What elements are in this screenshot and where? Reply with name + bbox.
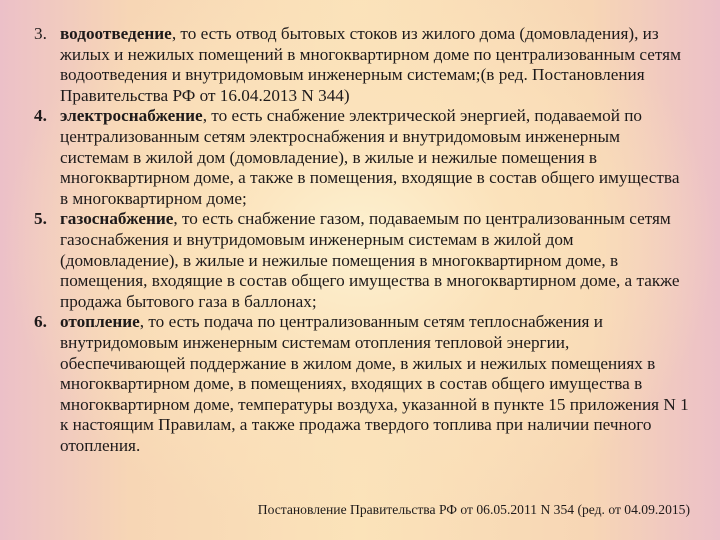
item-text: , то есть отвод бытовых стоков из жилого дома (домовладения), из жилых и нежилых помещений в многоквартирном доме по централизованным сетям водоотведения и внутридомовым инженерным системам;(в ред. Постановления Правительства РФ от 16.04.2013 N 344) [60, 24, 681, 105]
list-item-3 [0, 24, 720, 106]
definitions-list [0, 24, 720, 456]
item-number: 4. [34, 106, 47, 126]
source-citation: Постановление Правительства РФ от 06.05.2011 N 354 (ред. от 04.09.2015) [257, 502, 690, 517]
list-item-6 [0, 312, 720, 456]
item-term: газоснабжение [60, 209, 174, 229]
item-term: отопление [60, 312, 140, 332]
list-item-5 [0, 209, 720, 312]
item-number: 3. [34, 24, 47, 43]
item-term: электроснабжение [60, 106, 203, 126]
item-term: водоотведение [60, 24, 172, 43]
item-number: 5. [34, 209, 47, 229]
list-item-4 [0, 106, 720, 209]
item-number: 6. [34, 312, 47, 332]
item-text: , то есть снабжение электрической энергией, подаваемой по централизованным сетям электроснабжения и внутридомовым инженерным системам в жилой дом (домовладение), в жилые и нежилые помещения в многоквартирном доме, а также в помещения, входящие в состав общего имущества в многоквартирном доме; [60, 106, 680, 208]
item-text: , то есть подача по централизованным сетям теплоснабжения и внутридомовым инженерным системам отопления тепловой энергии, обеспечивающей поддержание в жилом доме, в жилых и нежилых помещениях в многоквартирном доме, в помещениях, входящих в состав общего имущества в многоквартирном доме, температуры воздуха, указанной в пункте 15 приложения N 1 к настоящим Правилам, а также продажа твердого топлива при наличии печного отопления. [60, 312, 689, 455]
item-text: , то есть снабжение газом, подаваемым по централизованным сетям газоснабжения и внутридомовым инженерным системам в жилой дом (домовладение), в жилые и нежилые помещения в многоквартирном доме, в помещения, входящие в состав общего имущества в многоквартирном доме, а также продажа бытового газа в баллонах; [60, 209, 680, 311]
